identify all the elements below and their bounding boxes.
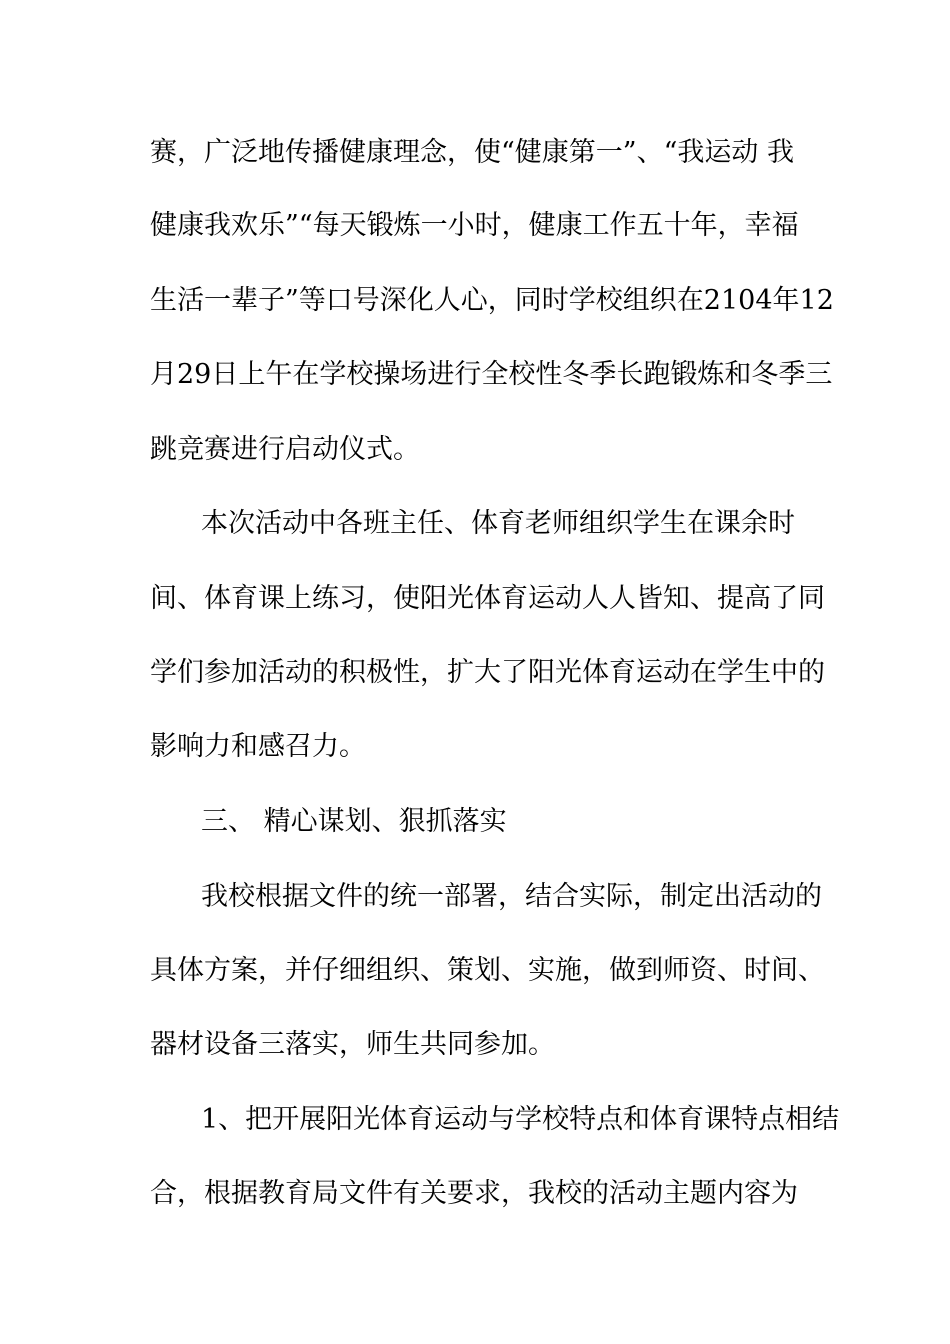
paragraph-3-line-1: 我校根据文件的统一部署，结合实际，制定出活动的: [201, 881, 822, 912]
paragraph-line-4: 月29日上午在学校操场进行全校性冬季长跑锻炼和冬季三: [150, 359, 833, 390]
paragraph-line-2: 健康我欢乐”“每天锻炼一小时，健康工作五十年，幸福: [150, 210, 799, 241]
paragraph-4-line-1: 1、把开展阳光体育运动与学校特点和体育课特点相结: [201, 1104, 840, 1135]
paragraph-2-line-1: 本次活动中各班主任、体育老师组织学生在课余时: [201, 508, 795, 539]
paragraph-4-line-2: 合，根据教育局文件有关要求，我校的活动主题内容为: [150, 1178, 798, 1209]
paragraph-2-line-3: 学们参加活动的积极性，扩大了阳光体育运动在学生中的: [150, 657, 825, 688]
paragraph-2-line-2: 间、体育课上练习，使阳光体育运动人人皆知、提高了同: [150, 583, 825, 614]
paragraph-2-line-4: 影响力和感召力。: [150, 731, 366, 762]
paragraph-line-5: 跳竞赛进行启动仪式。: [150, 434, 420, 465]
paragraph-3-line-3: 器材设备三落实，师生共同参加。: [150, 1029, 555, 1060]
section-heading: 三、 精心谋划、狠抓落实: [201, 806, 507, 837]
paragraph-3-line-2: 具体方案，并仔细组织、策划、实施，做到师资、时间、: [150, 955, 825, 986]
paragraph-line-1: 赛，广泛地传播健康理念，使“健康第一”、“我运动 我: [150, 137, 794, 168]
paragraph-line-3: 生活一辈子”等口号深化人心，同时学校组织在2104年12: [150, 285, 834, 316]
